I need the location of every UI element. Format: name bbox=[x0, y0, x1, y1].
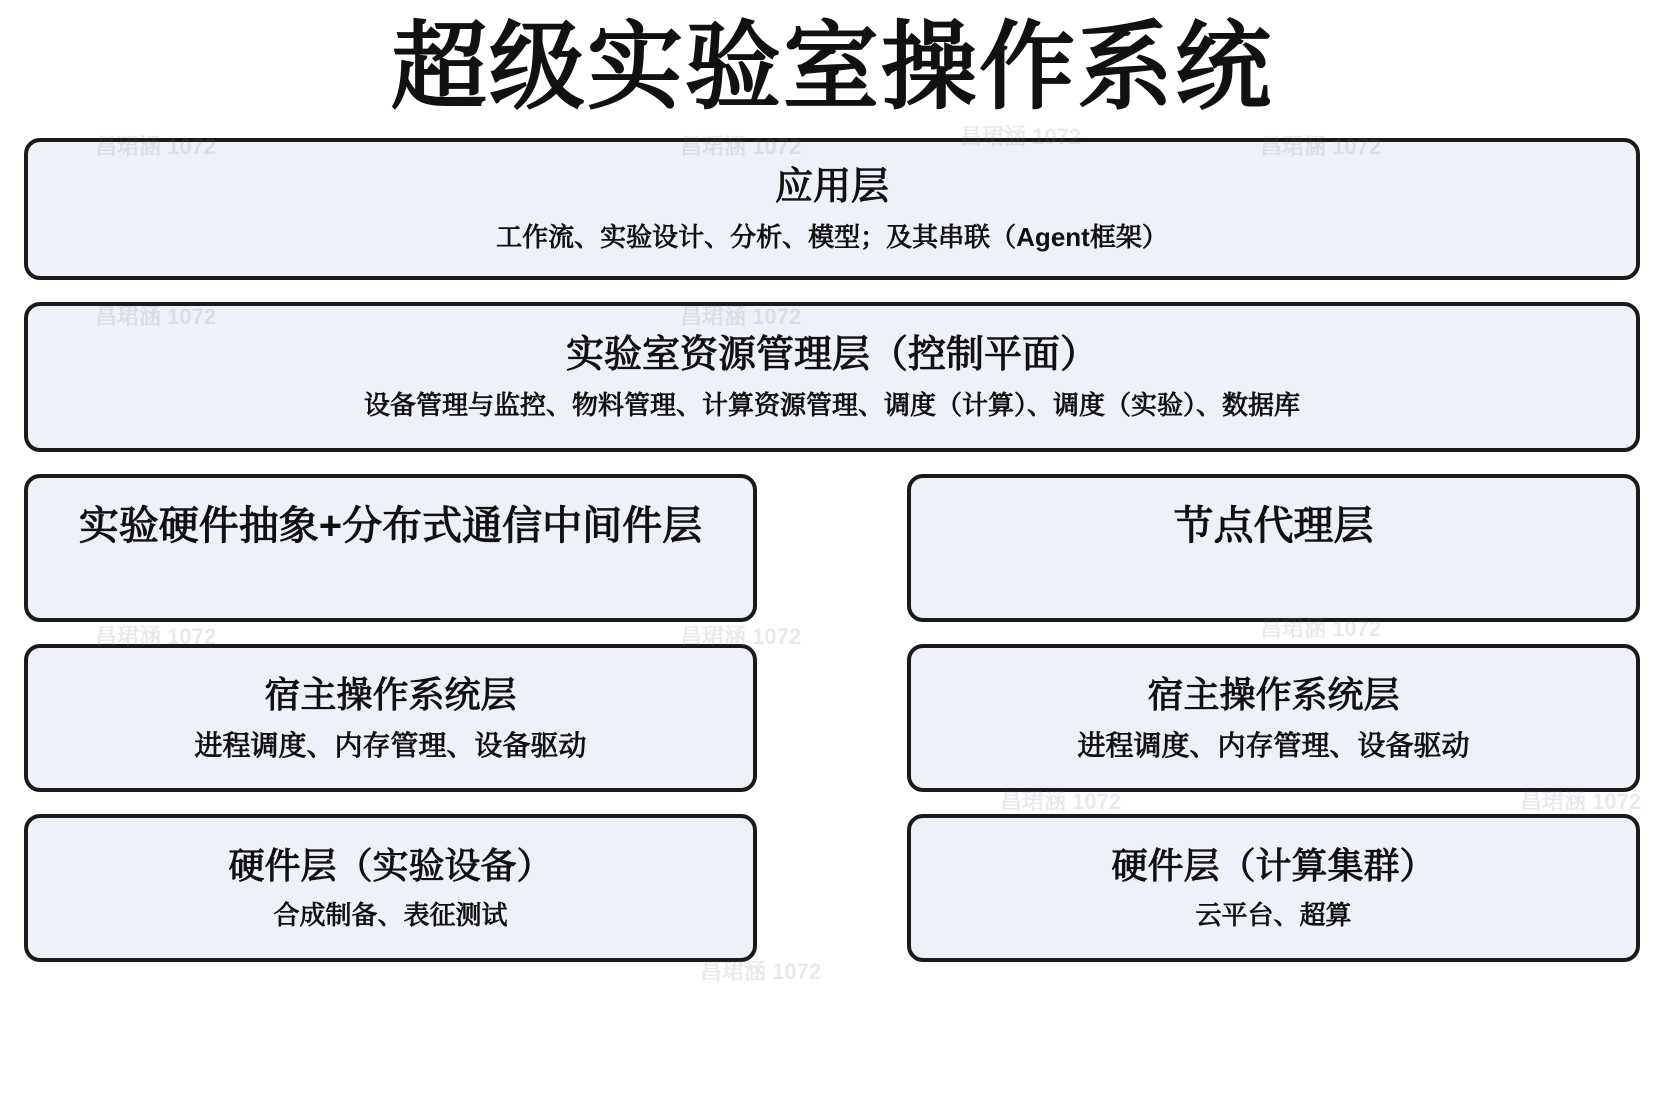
watermark: 昌珺涵 1072 bbox=[95, 624, 217, 649]
layer-hardware-lab-equipment bbox=[24, 814, 757, 962]
watermark: 昌珺涵 1072 bbox=[700, 959, 822, 984]
layer-resource-management-title: 实验室资源管理层（控制平面） bbox=[565, 333, 1098, 376]
watermark: 昌珺涵 1072 bbox=[680, 624, 802, 649]
layer-application-title: 应用层 bbox=[774, 165, 889, 208]
layer-hardware-lab-equipment-subtitle: 合成制备、表征测试 bbox=[273, 899, 508, 930]
layer-node-agent bbox=[907, 474, 1640, 622]
layer-hardware-compute-cluster bbox=[907, 814, 1640, 962]
layer-resource-management-subtitle: 设备管理与监控、物料管理、计算资源管理、调度（计算）、调度（实验）、数据库 bbox=[363, 390, 1300, 421]
layer-host-os-left-subtitle: 进程调度、内存管理、设备驱动 bbox=[194, 729, 587, 761]
layer-node-agent-title: 节点代理层 bbox=[1173, 504, 1374, 548]
layer-resource-management bbox=[24, 302, 1640, 452]
row-hardware bbox=[24, 814, 1640, 962]
watermark: 昌珺涵 1072 bbox=[1260, 616, 1382, 641]
watermark: 昌珺涵 1072 bbox=[960, 124, 1082, 149]
layer-host-os-right-title: 宿主操作系统层 bbox=[1147, 673, 1400, 715]
layer-host-os-right-subtitle: 进程调度、内存管理、设备驱动 bbox=[1077, 729, 1470, 761]
layer-hardware-abstraction-middleware bbox=[24, 474, 757, 622]
row-host-os bbox=[24, 644, 1640, 792]
watermark: 昌珺涵 1072 bbox=[1520, 789, 1642, 814]
layer-application bbox=[24, 138, 1640, 280]
layer-hardware-compute-cluster-title: 硬件层（计算集群） bbox=[1111, 845, 1436, 887]
layer-host-os-left-title: 宿主操作系统层 bbox=[264, 673, 517, 715]
watermark: 昌珺涵 1072 bbox=[1000, 789, 1122, 814]
layer-application-subtitle: 工作流、实验设计、分析、模型；及其串联（Agent框架） bbox=[496, 222, 1168, 253]
page-title: 超级实验室操作系统 bbox=[391, 14, 1273, 121]
layer-hardware-compute-cluster-subtitle: 云平台、超算 bbox=[1195, 899, 1352, 930]
layer-host-os-right bbox=[907, 644, 1640, 792]
row-middleware bbox=[24, 474, 1640, 622]
layer-hardware-abstraction-middleware-title: 实验硬件抽象+分布式通信中间件层 bbox=[78, 504, 703, 548]
layer-host-os-left bbox=[24, 644, 757, 792]
layer-hardware-lab-equipment-title: 硬件层（实验设备） bbox=[228, 845, 553, 887]
